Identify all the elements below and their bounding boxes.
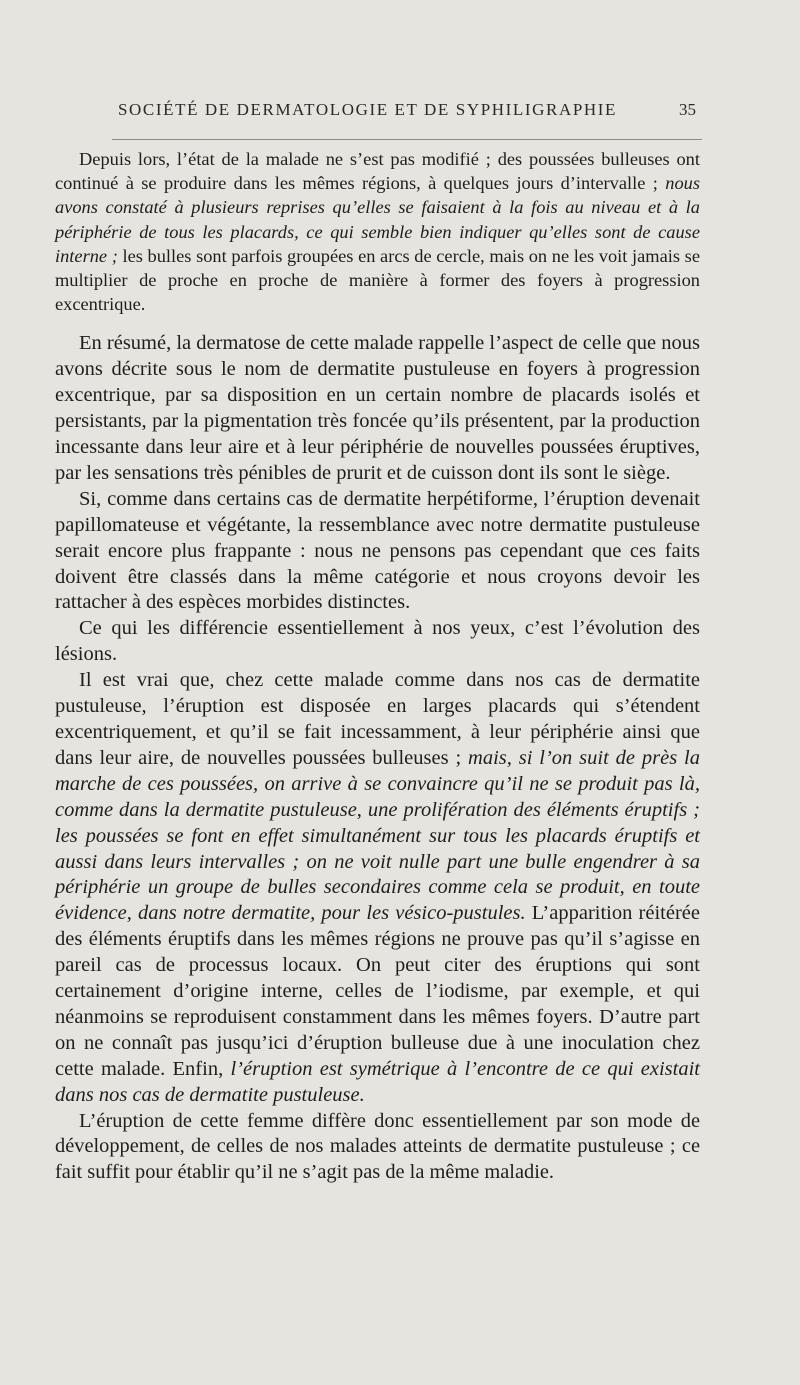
paragraph-6: L’éruption de cette femme diffère donc essentiellement par son mode de développement, de celles de nos malades atteints de dermatite pustuleuse ; ce fait suffit pour établir qu’il ne s’agit pas de la même maladie. [55, 1109, 700, 1184]
paragraph-5-italic-d: l’éruption est symétrique à l’encontre de ce qui existait dans nos cas de dermatite pustuleuse. [55, 1057, 700, 1106]
paragraph-5-text-c: L’apparition réitérée des éléments éruptifs dans les mêmes régions ne prouve pas qu’il s’agisse en pareil cas de processus locaux. On peut citer des éruptions qui sont certainement d’origine interne, celles de l’iodisme, par exemple, et qui néanmoins se reproduisent constamment dans les mêmes foyers. D’autre part on ne connaît pas jusqu’ici d’éruption bulleuse due à une inoculation chez cette malade. Enfin, [55, 902, 700, 1080]
paragraph-1-text-c: les bulles sont parfois groupées en arcs de cercle, mais on ne les voit jamais se multiplier de proche en proche de manière à former des foyers à progression excentrique. [55, 245, 700, 315]
header-rule [112, 139, 702, 140]
paragraph-2: En résumé, la dermatose de cette malade rappelle l’aspect de celle que nous avons décrite sous le nom de dermatite pustuleuse en foyers à progression excentrique, par sa disposition en un certain nombre de placards isolés et persistants, par la pigmentation très foncée qu’ils présentent, par la production incessante dans leur aire et à leur périphérie de nouvelles poussées éruptives, par les sensations très pénibles de prurit et de cuisson dont ils sont le siège. [55, 332, 700, 484]
paragraph-1-text-a: Depuis lors, l’état de la malade ne s’est pas modifié ; des poussées bulleuses ont continué à se produire dans les mêmes régions, à quelques jours d’intervalle ; [55, 149, 700, 194]
page-number: 35 [679, 100, 696, 119]
paragraph-5-text-a: Il est vrai que, chez cette malade comme dans nos cas de dermatite pustuleuse, l’éruption est disposée en larges placards qui s’étendent excentriquement, et qu’il se fait incessamment, à leur périphérie ainsi que dans leur aire, de nouvelles poussées bulleuses ; [55, 669, 700, 769]
paragraph-4: Ce qui les différencie essentiellement à nos yeux, c’est l’évolution des lésions. [55, 617, 700, 666]
running-title: SOCIÉTÉ DE DERMATOLOGIE ET DE SYPHILIGRAPHIE [118, 100, 618, 119]
paragraph-5-italic-b: mais, si l’on suit de près la marche de ces poussées, on arrive à se convaincre qu’il ne se produit pas là, comme dans la dermatite pustuleuse, une prolifération des éléments éruptifs ; les poussées se font en effet simultanément sur tous les placards éruptifs et aussi dans leurs intervalles ; on ne voit nulle part une bulle engendrer à sa périphérie un groupe de bulles secondaires comme cela se produit, en toute évidence, dans notre dermatite, pour les vésico-pustules. [55, 746, 700, 925]
paragraph-1-italic: nous avons constaté à plusieurs reprises qu’elles se faisaient à la fois au niveau et à la périphérie de tous les placards, ce qui semble bien indiquer qu’elles sont de cause interne ; [55, 173, 700, 266]
paragraph-3: Si, comme dans certains cas de dermatite herpétiforme, l’éruption devenait papillomateuse et végétante, la ressemblance avec notre dermatite pustuleuse serait encore plus frappante : nous ne pensons pas cependant que ces faits doivent être classés dans la même catégorie et nous croyons devoir les rattacher à des espèces morbides distinctes. [55, 487, 700, 614]
body-text [55, 147, 700, 1186]
paragraph-5 [55, 668, 700, 1108]
paragraph-1 [55, 147, 700, 316]
